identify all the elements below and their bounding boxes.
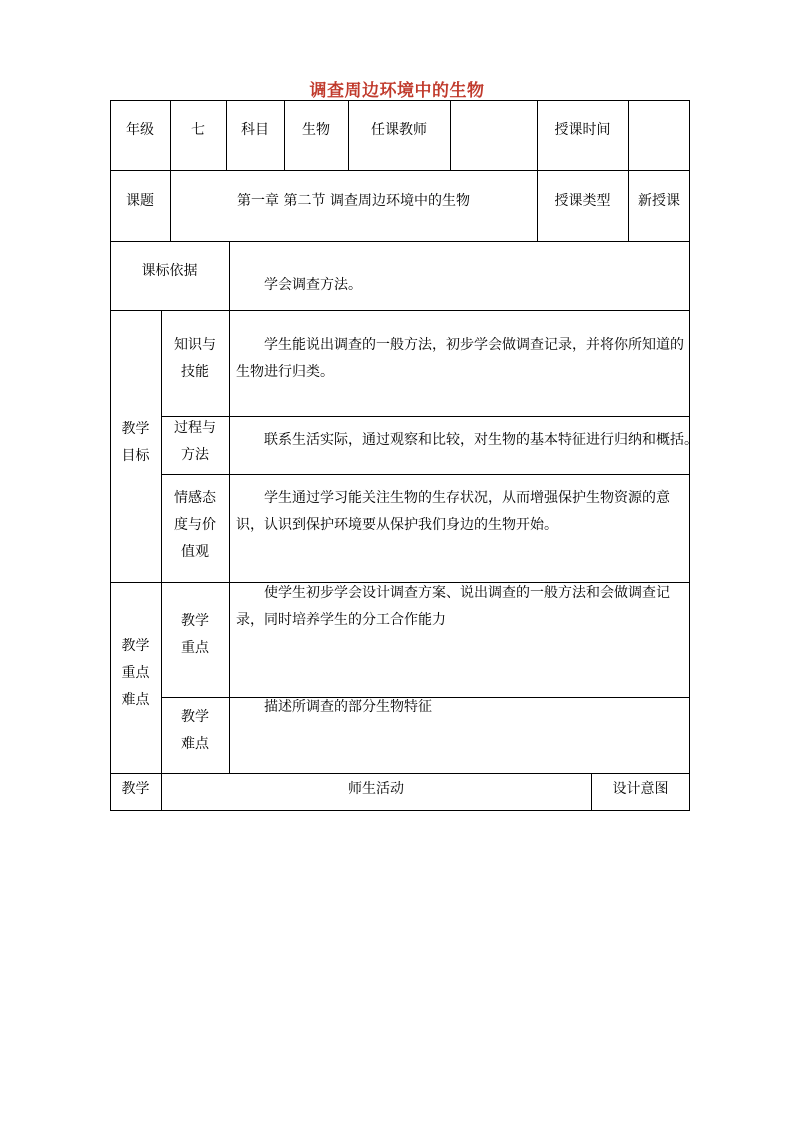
grade-label: 年级 (126, 122, 154, 138)
keypoints-label-line: 重点 (121, 665, 150, 681)
process-label (161, 415, 229, 469)
process-text: 联系生活实际，通过观察和比较，对生物的基本特征进行归纳和概括。 (264, 432, 698, 448)
grade-value: 七 (191, 122, 205, 138)
design-label: 设计意图 (612, 781, 669, 797)
difficulty-label (161, 704, 229, 758)
row-divider (110, 773, 690, 774)
goals-label-line: 教学 (121, 421, 150, 437)
row-divider (110, 170, 690, 171)
subject-value: 生物 (302, 122, 330, 138)
difficulty-text: 描述所调查的部分生物特征 (264, 699, 432, 715)
process-label-line: 方法 (181, 447, 209, 463)
keypoints-label-line: 教学 (121, 638, 150, 654)
row-divider (110, 241, 690, 242)
basis-label: 课标依据 (141, 263, 198, 279)
process-label-line: 过程与 (174, 420, 216, 436)
emotion-label-line: 度与价 (174, 517, 216, 533)
teaching-label: 教学 (121, 781, 150, 797)
difficulty-label-line: 教学 (181, 709, 209, 725)
row-divider (110, 310, 690, 311)
type-label: 授课类型 (554, 193, 611, 209)
topic-value: 第一章 第二节 调查周边环境中的生物 (237, 193, 470, 209)
knowledge-label-line: 知识与 (174, 337, 216, 353)
row-divider (161, 416, 690, 417)
type-value: 新授课 (638, 193, 680, 209)
keypoints-label-line: 难点 (121, 692, 150, 708)
column-divider (628, 100, 629, 241)
goals-label (110, 416, 161, 470)
focus-label-line: 重点 (181, 640, 209, 656)
time-label: 授课时间 (554, 122, 611, 138)
knowledge-label-line: 技能 (181, 364, 209, 380)
knowledge-text: 学生能说出调查的一般方法，初步学会做调查记录，并将你所知道的生物进行归类。 (236, 337, 684, 380)
emotion-label-line: 值观 (181, 544, 209, 560)
focus-label (161, 608, 229, 662)
difficulty-label-line: 难点 (181, 736, 209, 752)
column-divider (229, 241, 230, 773)
basis-text: 学会调查方法。 (264, 277, 362, 293)
column-divider (450, 100, 451, 170)
emotion-label (161, 485, 229, 566)
row-divider (161, 474, 690, 475)
goals-label-line: 目标 (121, 448, 150, 464)
focus-label-line: 教学 (181, 613, 209, 629)
emotion-text: 学生通过学习能关注生物的生存状况，从而增强保护生物资源的意识，认识到保护环境要从保护我们身边的生物开始。 (236, 490, 670, 533)
knowledge-label (161, 332, 229, 386)
activity-label: 师生活动 (348, 781, 404, 797)
teacher-label: 任课教师 (371, 122, 427, 138)
subject-label: 科目 (241, 122, 269, 138)
document-title: 调查周边环境中的生物 (309, 81, 485, 101)
topic-label: 课题 (126, 193, 154, 209)
keypoints-label (110, 633, 161, 714)
emotion-label-line: 情感态 (174, 490, 216, 506)
focus-text: 使学生初步学会设计调查方案、说出调查的一般方法和会做调查记录，同时培养学生的分工合作能力 (236, 585, 670, 628)
